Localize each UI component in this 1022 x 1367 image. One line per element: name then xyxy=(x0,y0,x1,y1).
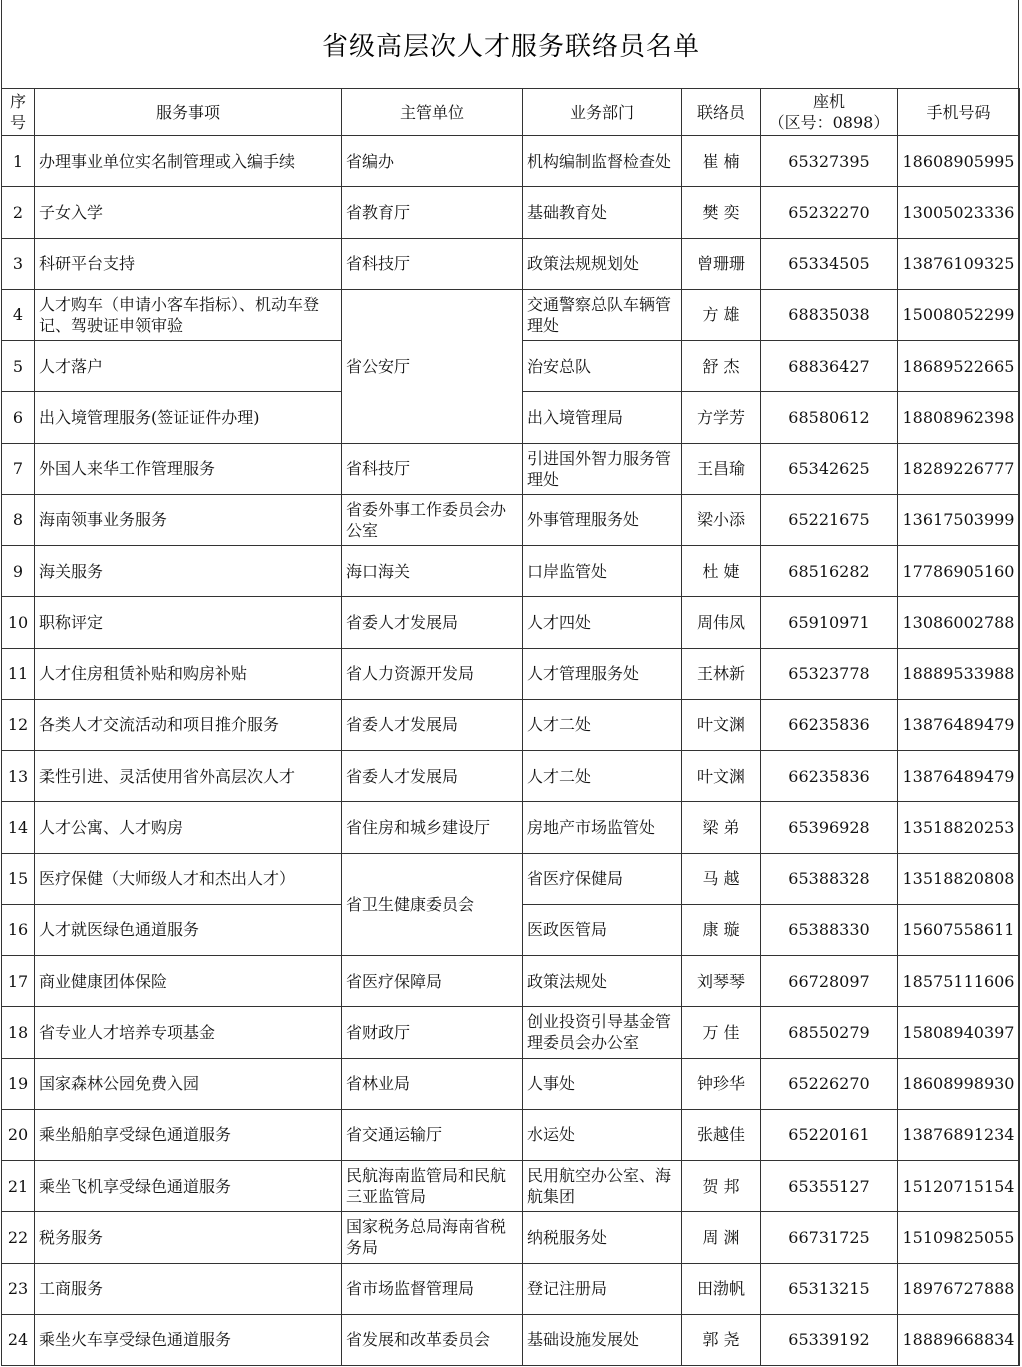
table-row xyxy=(2,136,1020,187)
service-item: 商业健康团体保险 xyxy=(35,956,342,1007)
department: 人事处 xyxy=(523,1058,682,1109)
table-row xyxy=(2,1161,1020,1212)
department: 民用航空办公室、海航集团 xyxy=(523,1161,682,1212)
service-item: 职称评定 xyxy=(35,597,342,648)
landline-number: 66235836 xyxy=(761,699,898,750)
landline-number: 65232270 xyxy=(761,187,898,238)
mobile-number: 18608905995 xyxy=(898,136,1020,187)
managing-unit: 省科技厅 xyxy=(342,238,523,289)
managing-unit: 省发展和改革委员会 xyxy=(342,1314,523,1365)
mobile-number: 18889533988 xyxy=(898,648,1020,699)
row-number: 14 xyxy=(2,802,35,853)
contact-person: 叶文渊 xyxy=(682,699,761,750)
contact-person: 梁小添 xyxy=(682,494,761,545)
landline-number: 66731725 xyxy=(761,1212,898,1263)
department: 口岸监管处 xyxy=(523,546,682,597)
mobile-number: 13876489479 xyxy=(898,699,1020,750)
managing-unit: 省编办 xyxy=(342,136,523,187)
service-item: 工商服务 xyxy=(35,1263,342,1314)
department: 医政医管局 xyxy=(523,904,682,955)
table-row xyxy=(2,443,1020,494)
contact-person: 张越佳 xyxy=(682,1109,761,1160)
header-item: 服务事项 xyxy=(35,89,342,136)
table-row xyxy=(2,751,1020,802)
department: 基础设施发展处 xyxy=(523,1314,682,1365)
service-item: 子女入学 xyxy=(35,187,342,238)
landline-number: 65220161 xyxy=(761,1109,898,1160)
managing-unit: 省医疗保障局 xyxy=(342,956,523,1007)
contact-person: 樊 奕 xyxy=(682,187,761,238)
contact-person: 方学芳 xyxy=(682,392,761,443)
row-number: 8 xyxy=(2,494,35,545)
mobile-number: 18575111606 xyxy=(898,956,1020,1007)
contact-person: 梁 弟 xyxy=(682,802,761,853)
header-dept: 业务部门 xyxy=(523,89,682,136)
contact-person: 周 渊 xyxy=(682,1212,761,1263)
department: 创业投资引导基金管理委员会办公室 xyxy=(523,1007,682,1058)
managing-unit: 民航海南监管局和民航三亚监管局 xyxy=(342,1161,523,1212)
row-number: 16 xyxy=(2,904,35,955)
service-item: 外国人来华工作管理服务 xyxy=(35,443,342,494)
landline-number: 65355127 xyxy=(761,1161,898,1212)
table-row xyxy=(2,956,1020,1007)
mobile-number: 15808940397 xyxy=(898,1007,1020,1058)
table-row xyxy=(2,1007,1020,1058)
landline-number: 65910971 xyxy=(761,597,898,648)
mobile-number: 15607558611 xyxy=(898,904,1020,955)
managing-unit: 海口海关 xyxy=(342,546,523,597)
managing-unit: 省住房和城乡建设厅 xyxy=(342,802,523,853)
table-row xyxy=(2,546,1020,597)
header-phone xyxy=(761,89,898,136)
department: 引进国外智力服务管理处 xyxy=(523,443,682,494)
service-item: 国家森林公园免费入园 xyxy=(35,1058,342,1109)
service-item: 海南领事业务服务 xyxy=(35,494,342,545)
mobile-number: 17786905160 xyxy=(898,546,1020,597)
row-number: 1 xyxy=(2,136,35,187)
contact-person: 舒 杰 xyxy=(682,341,761,392)
contact-person: 贺 邦 xyxy=(682,1161,761,1212)
service-item: 柔性引进、灵活使用省外高层次人才 xyxy=(35,751,342,802)
header-phone-line2: （区号：0898） xyxy=(768,113,890,132)
managing-unit: 省卫生健康委员会 xyxy=(342,853,523,956)
service-item: 人才购车（申请小客车指标）、机动车登记、驾驶证申领审验 xyxy=(35,289,342,340)
contact-person: 马 越 xyxy=(682,853,761,904)
row-number: 23 xyxy=(2,1263,35,1314)
landline-number: 68580612 xyxy=(761,392,898,443)
table-row xyxy=(2,648,1020,699)
header-mobile: 手机号码 xyxy=(898,89,1020,136)
row-number: 4 xyxy=(2,289,35,340)
service-item: 乘坐火车享受绿色通道服务 xyxy=(35,1314,342,1365)
department: 人才二处 xyxy=(523,751,682,802)
contact-person: 方 雄 xyxy=(682,289,761,340)
landline-number: 68516282 xyxy=(761,546,898,597)
mobile-number: 15008052299 xyxy=(898,289,1020,340)
contact-person: 王林新 xyxy=(682,648,761,699)
row-number: 24 xyxy=(2,1314,35,1365)
table-row xyxy=(2,1212,1020,1263)
landline-number: 65334505 xyxy=(761,238,898,289)
table-row xyxy=(2,494,1020,545)
header-row xyxy=(2,89,1020,136)
service-item: 乘坐船舶享受绿色通道服务 xyxy=(35,1109,342,1160)
table-row xyxy=(2,1058,1020,1109)
service-item: 科研平台支持 xyxy=(35,238,342,289)
landline-number: 65221675 xyxy=(761,494,898,545)
landline-number: 65323778 xyxy=(761,648,898,699)
contact-person: 钟珍华 xyxy=(682,1058,761,1109)
table-body xyxy=(2,136,1020,1366)
mobile-number: 15120715154 xyxy=(898,1161,1020,1212)
contact-person: 崔 楠 xyxy=(682,136,761,187)
service-item: 省专业人才培养专项基金 xyxy=(35,1007,342,1058)
row-number: 21 xyxy=(2,1161,35,1212)
row-number: 9 xyxy=(2,546,35,597)
managing-unit: 省公安厅 xyxy=(342,289,523,443)
service-item: 各类人才交流活动和项目推介服务 xyxy=(35,699,342,750)
header-unit: 主管单位 xyxy=(342,89,523,136)
landline-number: 65327395 xyxy=(761,136,898,187)
mobile-number: 13518820253 xyxy=(898,802,1020,853)
contact-person: 刘琴琴 xyxy=(682,956,761,1007)
row-number: 17 xyxy=(2,956,35,1007)
row-number: 13 xyxy=(2,751,35,802)
landline-number: 65339192 xyxy=(761,1314,898,1365)
mobile-number: 18689522665 xyxy=(898,341,1020,392)
landline-number: 68550279 xyxy=(761,1007,898,1058)
managing-unit: 省市场监督管理局 xyxy=(342,1263,523,1314)
managing-unit: 省科技厅 xyxy=(342,443,523,494)
department: 治安总队 xyxy=(523,341,682,392)
managing-unit: 省交通运输厅 xyxy=(342,1109,523,1160)
mobile-number: 13617503999 xyxy=(898,494,1020,545)
landline-number: 65396928 xyxy=(761,802,898,853)
service-item: 人才落户 xyxy=(35,341,342,392)
service-item: 出入境管理服务(签证证件办理) xyxy=(35,392,342,443)
table-row xyxy=(2,853,1020,904)
landline-number: 65342625 xyxy=(761,443,898,494)
managing-unit: 省委外事工作委员会办公室 xyxy=(342,494,523,545)
landline-number: 68836427 xyxy=(761,341,898,392)
contact-person: 郭 尧 xyxy=(682,1314,761,1365)
landline-number: 65226270 xyxy=(761,1058,898,1109)
mobile-number: 18608998930 xyxy=(898,1058,1020,1109)
row-number: 3 xyxy=(2,238,35,289)
managing-unit: 省林业局 xyxy=(342,1058,523,1109)
contact-person: 周伟凤 xyxy=(682,597,761,648)
contact-table xyxy=(1,88,1020,1366)
managing-unit: 省人力资源开发局 xyxy=(342,648,523,699)
managing-unit: 省委人才发展局 xyxy=(342,699,523,750)
department: 水运处 xyxy=(523,1109,682,1160)
department: 房地产市场监管处 xyxy=(523,802,682,853)
table-row xyxy=(2,699,1020,750)
table-row xyxy=(2,1109,1020,1160)
department: 人才管理服务处 xyxy=(523,648,682,699)
service-item: 人才公寓、人才购房 xyxy=(35,802,342,853)
landline-number: 68835038 xyxy=(761,289,898,340)
contact-person: 王昌瑜 xyxy=(682,443,761,494)
service-item: 税务服务 xyxy=(35,1212,342,1263)
mobile-number: 15109825055 xyxy=(898,1212,1020,1263)
department: 政策法规规划处 xyxy=(523,238,682,289)
service-item: 人才住房租赁补贴和购房补贴 xyxy=(35,648,342,699)
mobile-number: 18808962398 xyxy=(898,392,1020,443)
department: 政策法规处 xyxy=(523,956,682,1007)
header-no: 序号 xyxy=(2,89,35,136)
mobile-number: 18289226777 xyxy=(898,443,1020,494)
landline-number: 65313215 xyxy=(761,1263,898,1314)
managing-unit: 国家税务总局海南省税务局 xyxy=(342,1212,523,1263)
table-row xyxy=(2,1263,1020,1314)
mobile-number: 13876109325 xyxy=(898,238,1020,289)
department: 交通警察总队车辆管理处 xyxy=(523,289,682,340)
department: 外事管理服务处 xyxy=(523,494,682,545)
contact-person: 杜 婕 xyxy=(682,546,761,597)
department: 人才二处 xyxy=(523,699,682,750)
landline-number: 65388328 xyxy=(761,853,898,904)
table-row xyxy=(2,238,1020,289)
contact-person: 田渤帆 xyxy=(682,1263,761,1314)
contact-person: 曾珊珊 xyxy=(682,238,761,289)
landline-number: 66235836 xyxy=(761,751,898,802)
landline-number: 66728097 xyxy=(761,956,898,1007)
service-item: 海关服务 xyxy=(35,546,342,597)
department: 出入境管理局 xyxy=(523,392,682,443)
mobile-number: 13086002788 xyxy=(898,597,1020,648)
mobile-number: 13876891234 xyxy=(898,1109,1020,1160)
table-row xyxy=(2,187,1020,238)
department: 基础教育处 xyxy=(523,187,682,238)
row-number: 11 xyxy=(2,648,35,699)
mobile-number: 18976727888 xyxy=(898,1263,1020,1314)
contact-person: 万 佳 xyxy=(682,1007,761,1058)
managing-unit: 省委人才发展局 xyxy=(342,751,523,802)
department: 人才四处 xyxy=(523,597,682,648)
row-number: 22 xyxy=(2,1212,35,1263)
service-item: 乘坐飞机享受绿色通道服务 xyxy=(35,1161,342,1212)
landline-number: 65388330 xyxy=(761,904,898,955)
row-number: 12 xyxy=(2,699,35,750)
row-number: 18 xyxy=(2,1007,35,1058)
mobile-number: 13518820808 xyxy=(898,853,1020,904)
table-row xyxy=(2,802,1020,853)
service-item: 医疗保健（大师级人才和杰出人才） xyxy=(35,853,342,904)
header-phone-line1: 座机 xyxy=(812,92,845,111)
managing-unit: 省委人才发展局 xyxy=(342,597,523,648)
mobile-number: 13005023336 xyxy=(898,187,1020,238)
row-number: 10 xyxy=(2,597,35,648)
department: 机构编制监督检查处 xyxy=(523,136,682,187)
managing-unit: 省财政厅 xyxy=(342,1007,523,1058)
table-row xyxy=(2,1314,1020,1365)
page-title: 省级高层次人才服务联络员名单 xyxy=(321,31,700,62)
department: 省医疗保健局 xyxy=(523,853,682,904)
row-number: 5 xyxy=(2,341,35,392)
managing-unit: 省教育厅 xyxy=(342,187,523,238)
row-number: 15 xyxy=(2,853,35,904)
table-row xyxy=(2,597,1020,648)
department: 纳税服务处 xyxy=(523,1212,682,1263)
table-row xyxy=(2,289,1020,340)
service-item: 人才就医绿色通道服务 xyxy=(35,904,342,955)
mobile-number: 18889668834 xyxy=(898,1314,1020,1365)
row-number: 7 xyxy=(2,443,35,494)
service-item: 办理事业单位实名制管理或入编手续 xyxy=(35,136,342,187)
row-number: 2 xyxy=(2,187,35,238)
header-contact: 联络员 xyxy=(682,89,761,136)
department: 登记注册局 xyxy=(523,1263,682,1314)
row-number: 19 xyxy=(2,1058,35,1109)
contact-person: 康 璇 xyxy=(682,904,761,955)
row-number: 6 xyxy=(2,392,35,443)
mobile-number: 13876489479 xyxy=(898,751,1020,802)
row-number: 20 xyxy=(2,1109,35,1160)
contact-person: 叶文渊 xyxy=(682,751,761,802)
